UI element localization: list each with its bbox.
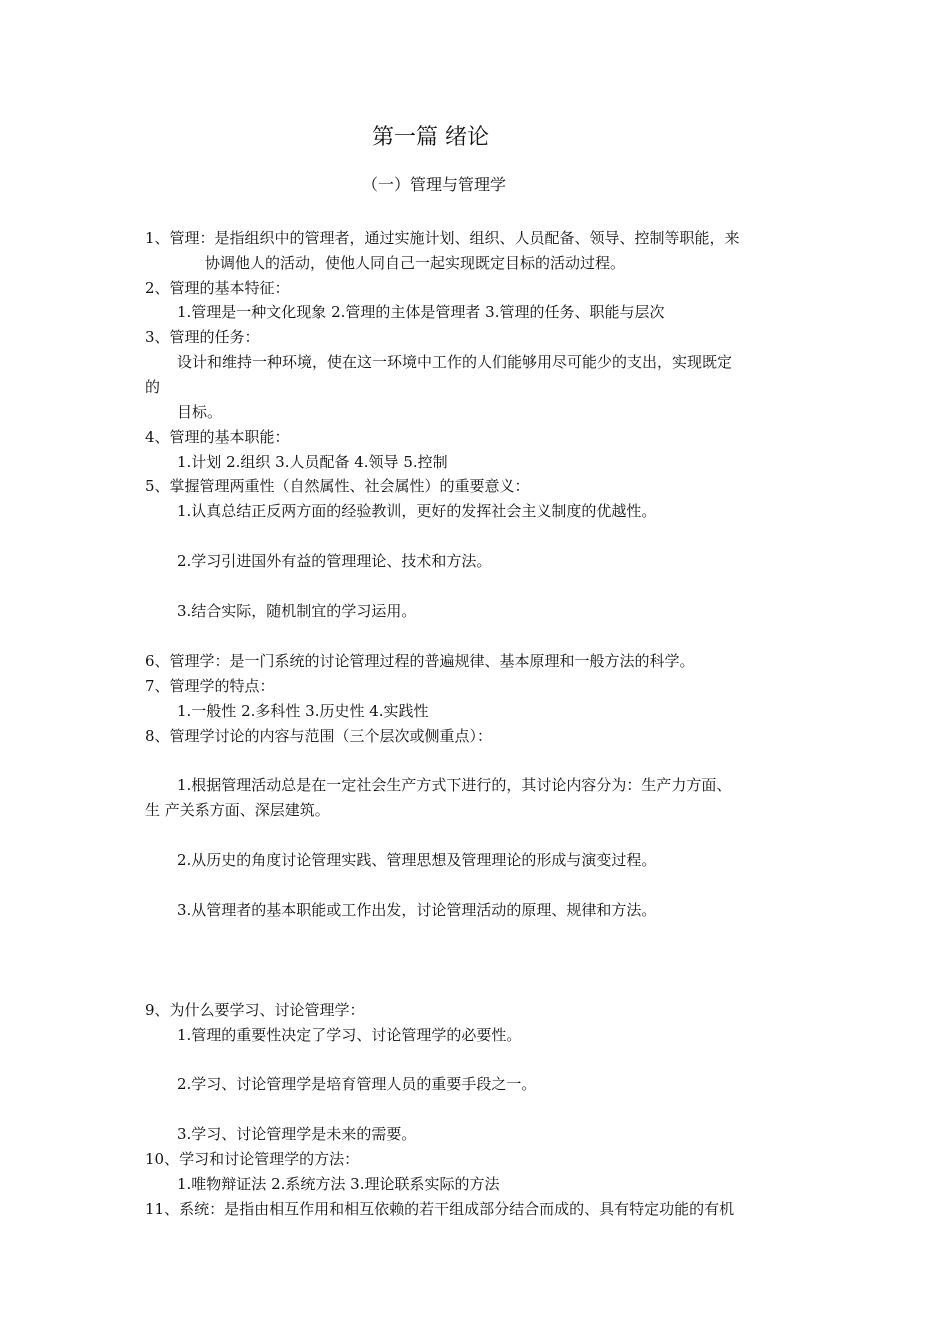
text-line: 1.管理是一种文化现象 2.管理的主体是管理者 3.管理的任务、职能与层次: [177, 303, 665, 321]
text-line: 协调他人的活动，使他人同自己一起实现既定目标的活动过程。: [205, 254, 626, 272]
text-line: 8、管理学讨论的内容与范围（三个层次或侧重点）：: [145, 727, 493, 745]
text-line: 3、管理的任务：: [145, 328, 260, 346]
text-line: 11、系统：是指由相互作用和相互依赖的若干组成部分结合而成的、具有特定功能的有机: [145, 1200, 735, 1218]
page-title: 第一篇 绪论: [372, 125, 489, 150]
text-line: 的: [145, 378, 161, 396]
text-line: 1.一般性 2.多科性 3.历史性 4.实践性: [177, 702, 429, 720]
text-line: 4、管理的基本职能：: [145, 428, 290, 446]
text-line: 设计和维持一种环境，使在这一环境中工作的人们能够用尽可能少的支出，实现既定: [177, 353, 733, 371]
text-line: 3.结合实际，随机制宜的学习运用。: [177, 602, 417, 620]
text-line: 目标。: [177, 403, 223, 421]
text-line: 1.管理的重要性决定了学习、讨论管理学的必要性。: [177, 1026, 522, 1044]
text-line: 7、管理学的特点：: [145, 677, 275, 695]
text-line: 1.根据管理活动总是在一定社会生产方式下进行的，其讨论内容分为：生产力方面、: [177, 776, 732, 794]
text-line: 2、管理的基本特征：: [145, 279, 290, 297]
text-line: 1、管理：是指组织中的管理者，通过实施计划、组织、人员配备、领导、控制等职能，来: [145, 229, 740, 247]
text-line: 1.计划 2.组织 3.人员配备 4.领导 5.控制: [177, 453, 448, 471]
text-line: 3.从管理者的基本职能或工作出发，讨论管理活动的原理、规律和方法。: [177, 901, 657, 919]
section-subtitle: （一）管理与管理学: [362, 175, 507, 194]
text-line: 3.学习、讨论管理学是未来的需要。: [177, 1125, 417, 1143]
text-line: 2.学习引进国外有益的管理理论、技术和方法。: [177, 552, 492, 570]
text-line: 10、学习和讨论管理学的方法：: [145, 1150, 360, 1168]
text-line: 生 产关系方面、深层建筑。: [145, 801, 330, 819]
text-line: 9、为什么要学习、讨论管理学：: [145, 1001, 365, 1019]
text-line: 2.学习、讨论管理学是培育管理人员的重要手段之一。: [177, 1075, 537, 1093]
text-line: 1.唯物辩证法 2.系统方法 3.理论联系实际的方法: [177, 1175, 500, 1193]
text-line: 1.认真总结正反两方面的经验教训，更好的发挥社会主义制度的优越性。: [177, 502, 657, 520]
text-line: 6、管理学：是一门系统的讨论管理过程的普遍规律、基本原理和一般方法的科学。: [145, 652, 695, 670]
text-line: 5、掌握管理两重性（自然属性、社会属性）的重要意义：: [145, 477, 530, 495]
text-line: 2.从历史的角度讨论管理实践、管理思想及管理理论的形成与演变过程。: [177, 851, 657, 869]
